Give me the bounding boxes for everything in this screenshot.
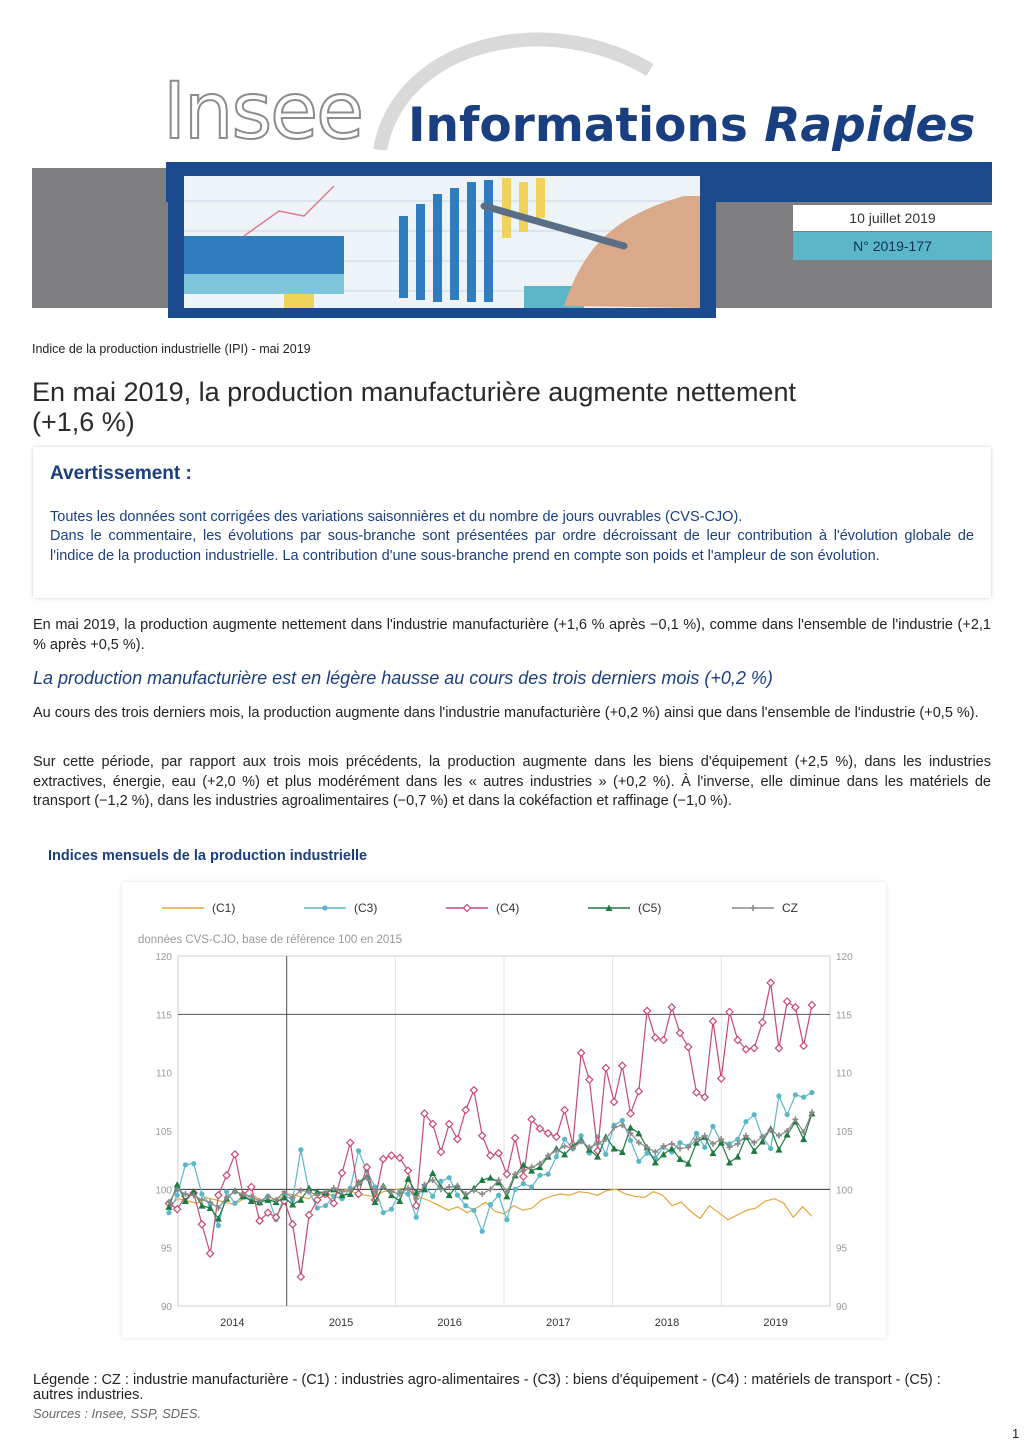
data-point-c3 [694,1131,699,1136]
data-point-c4 [685,1044,692,1051]
data-point-c3 [298,1147,303,1152]
breadcrumb: Indice de la production industrielle (IPI) - mai 2019 [32,342,311,356]
data-point-c3 [166,1210,171,1215]
publication-title [408,96,975,156]
data-point-c3 [636,1159,641,1164]
intro-paragraph: En mai 2019, la production augmente nettement dans l'industrie manufacturière (+1,6 % après −0,1 %), comme dans l'ensemble de l'industrie (+2,1 % après +0,5 %). [33,617,991,653]
data-point-c3 [216,1223,221,1228]
data-point-c4 [231,1151,238,1158]
data-point-c4 [520,1173,527,1180]
legend-marker-c3 [322,905,327,910]
data-point-c4 [553,1133,560,1140]
data-point-c3 [315,1205,320,1210]
data-point-c4 [709,1018,716,1025]
data-point-c4 [380,1156,387,1163]
data-point-c3 [785,1112,790,1117]
chart-subtitle: données CVS-CJO, base de référence 100 en 2015 [138,934,403,946]
y-tick-label-left: 100 [155,1185,172,1197]
y-tick-label-left: 120 [155,952,172,963]
data-point-c4 [627,1110,634,1117]
hero-bar-chart-picture [184,176,700,308]
data-point-c3 [529,1184,534,1189]
data-point-c5 [429,1170,436,1177]
data-point-c3 [628,1138,633,1143]
data-point-c4 [611,1098,618,1105]
data-point-c3 [743,1119,748,1124]
data-point-c3 [513,1187,518,1192]
x-tick-label: 2018 [654,1317,680,1329]
page-title-line1: En mai 2019, la production manufacturière augmente nettement [32,377,796,407]
data-point-c3 [496,1193,501,1198]
data-point-c4 [602,1065,609,1072]
data-point-c4 [644,1007,651,1014]
data-point-c3 [323,1203,328,1208]
data-point-c4 [462,1107,469,1114]
data-point-c4 [388,1152,395,1159]
publication-title-main: Informations [408,98,748,153]
legend-label-cz: CZ [782,901,798,915]
data-point-c4 [355,1191,362,1198]
y-tick-label-right: 115 [836,1010,852,1022]
data-point-c5 [660,1151,667,1158]
data-point-c4 [635,1088,642,1095]
data-point-c4 [347,1139,354,1146]
issue-number: N° 2019-177 [793,232,992,260]
data-point-c3 [809,1090,814,1095]
data-point-c3 [381,1210,386,1215]
data-point-c3 [463,1203,468,1208]
publication-title-italic: Rapides [764,98,976,153]
data-point-c4 [677,1030,684,1037]
data-point-c4 [751,1045,758,1052]
data-point-c4 [545,1130,552,1137]
data-point-c4 [668,1004,675,1011]
data-point-c4 [446,1121,453,1128]
data-point-c3 [603,1152,608,1157]
page-title-line2: (+1,6 %) [32,407,135,437]
data-point-c3 [554,1154,559,1159]
data-point-c3 [537,1173,542,1178]
data-point-c3 [414,1215,419,1220]
data-point-c4 [586,1076,593,1083]
warning-paragraph-1: Toutes les données sont corrigées des variations saisonnières et du nombre de jours ouvrables (CVS-CJO). [50,509,743,525]
legend-label-c3: (C3) [354,901,378,915]
warning-title: Avertissement : [50,463,192,484]
chart-legend-text: Légende : CZ : industrie manufacturière - (C1) : industries agro-alimentaires - (C3) : biens d'équipement - (C4) : matériels de transport - (C5) : autres industries. [33,1372,941,1403]
data-point-c3 [447,1175,452,1180]
data-point-c5 [487,1174,494,1181]
data-point-c4 [775,1045,782,1052]
data-point-c4 [512,1135,519,1142]
y-tick-label-right: 95 [836,1243,848,1255]
warning-paragraph-2: Dans le commentaire, les évolutions par sous-branche sont présentées par ordre décroissant de leur contribution à l'évolution globale de l'indice de la production industrielle. La contribution d'une sous-branche prend en compte son poids et l'ampleur de son évolution. [50,528,974,564]
y-tick-label-right: 110 [836,1068,852,1080]
data-point-c4 [289,1221,296,1228]
data-point-c4 [759,1019,766,1026]
data-point-cz [669,1141,675,1147]
legend-label-c1: (C1) [212,901,236,915]
data-point-c4 [223,1172,230,1179]
data-point-c3 [430,1194,435,1199]
data-point-c3 [752,1112,757,1117]
data-point-c4 [306,1212,313,1219]
data-point-c4 [808,1002,815,1009]
data-point-c3 [480,1229,485,1234]
data-point-c3 [793,1092,798,1097]
page-title [32,377,972,437]
data-point-c4 [660,1037,667,1044]
data-point-c4 [767,979,774,986]
y-tick-label-right: 120 [836,952,853,963]
y-tick-label-right: 105 [836,1127,853,1138]
data-point-c4 [578,1049,585,1056]
data-point-c4 [784,998,791,1005]
data-point-cz [471,1188,477,1194]
data-point-c3 [521,1181,526,1186]
data-point-c3 [389,1207,394,1212]
data-point-c4 [297,1273,304,1280]
y-tick-label-right: 90 [836,1302,848,1313]
data-point-c3 [405,1191,410,1196]
legend-marker-cz [750,905,756,911]
page-number: 1 [1012,1426,1020,1441]
data-point-c4 [198,1221,205,1228]
data-point-c5 [726,1159,733,1166]
legend-label-c5: (C5) [638,901,662,915]
data-point-c3 [504,1217,509,1222]
data-point-c5 [685,1160,692,1167]
data-point-c5 [198,1202,205,1209]
y-tick-label-left: 110 [156,1068,172,1080]
data-point-c4 [652,1034,659,1041]
y-tick-label-left: 90 [160,1302,172,1313]
section-paragraph-2: Sur cette période, par rapport aux trois mois précédents, la production augmente dans les biens d'équipement (+2,5 %), dans les industries extractives, énergie, eau (+2,0 %) et plus modérément dans les « autres industries » (+0,2 %). À l'inverse, elle diminue dans les matériels de transport (−1,2 %), dans les industries agroalimentaires (−0,7 %) et dans la cokéfaction et raffinage (−1,0 %). [33,754,991,809]
data-point-cz [677,1146,683,1152]
data-point-c4 [487,1152,494,1159]
data-point-c5 [635,1130,642,1137]
section-subheading: La production manufacturière est en légère hausse au cours des trois derniers mois (+0,2 %) [33,668,773,688]
data-point-c4 [718,1075,725,1082]
data-point-c3 [175,1193,180,1198]
legend-marker-c4 [464,905,471,912]
data-point-c3 [488,1202,493,1207]
data-point-c3 [801,1095,806,1100]
data-point-c3 [224,1189,229,1194]
data-point-c3 [471,1208,476,1213]
data-point-c3 [356,1148,361,1153]
y-tick-label-right: 100 [836,1185,853,1197]
data-point-c3 [768,1146,773,1151]
data-point-c3 [232,1201,237,1206]
insee-logo[interactable]: Insee [163,67,363,157]
data-point-c4 [479,1132,486,1139]
data-point-c3 [191,1161,196,1166]
data-point-c5 [396,1198,403,1205]
chart-title: Indices mensuels de la production industrielle [48,848,368,864]
chart-sources: Sources : Insee, SSP, SDES. [33,1406,202,1421]
y-tick-label-left: 115 [156,1010,172,1022]
data-point-c5 [800,1136,807,1143]
data-point-c4 [470,1087,477,1094]
legend-label-c4: (C4) [496,901,520,915]
data-point-c3 [199,1191,204,1196]
data-point-c4 [693,1089,700,1096]
data-point-c5 [775,1146,782,1153]
data-point-c3 [455,1193,460,1198]
y-tick-label-left: 95 [160,1243,172,1255]
data-point-c4 [404,1167,411,1174]
data-point-c4 [339,1170,346,1177]
data-point-c5 [734,1153,741,1160]
data-point-c4 [437,1149,444,1156]
data-point-c4 [619,1062,626,1069]
data-point-c3 [546,1172,551,1177]
data-point-c4 [561,1107,568,1114]
data-point-c3 [776,1093,781,1098]
data-point-c4 [454,1136,461,1143]
x-tick-label: 2015 [328,1317,354,1329]
section-paragraph-1: Au cours des trois derniers mois, la production augmente dans l'industrie manufacturière (+0,2 %) ainsi que dans l'ensemble de l'industrie (+0,5 %). [33,705,979,721]
data-point-c3 [710,1124,715,1129]
data-point-c4 [701,1094,708,1101]
data-point-c4 [207,1250,214,1257]
y-tick-label-left: 105 [155,1127,172,1138]
publication-date: 10 juillet 2019 [793,205,992,231]
data-point-c4 [396,1154,403,1161]
x-tick-label: 2016 [437,1317,462,1329]
data-point-c3 [183,1162,188,1167]
x-tick-label: 2017 [546,1317,571,1329]
data-point-c3 [677,1140,682,1145]
data-point-c5 [619,1149,626,1156]
hero-image [168,166,716,318]
data-point-c3 [702,1145,707,1150]
data-point-c4 [215,1192,222,1199]
production-index-chart [122,882,886,1338]
x-tick-label: 2019 [763,1317,788,1329]
data-point-c4 [495,1150,502,1157]
data-point-c5 [627,1124,634,1131]
data-point-c4 [800,1042,807,1049]
x-tick-label: 2014 [220,1317,245,1329]
data-point-c3 [562,1137,567,1142]
data-point-cz [479,1191,485,1197]
